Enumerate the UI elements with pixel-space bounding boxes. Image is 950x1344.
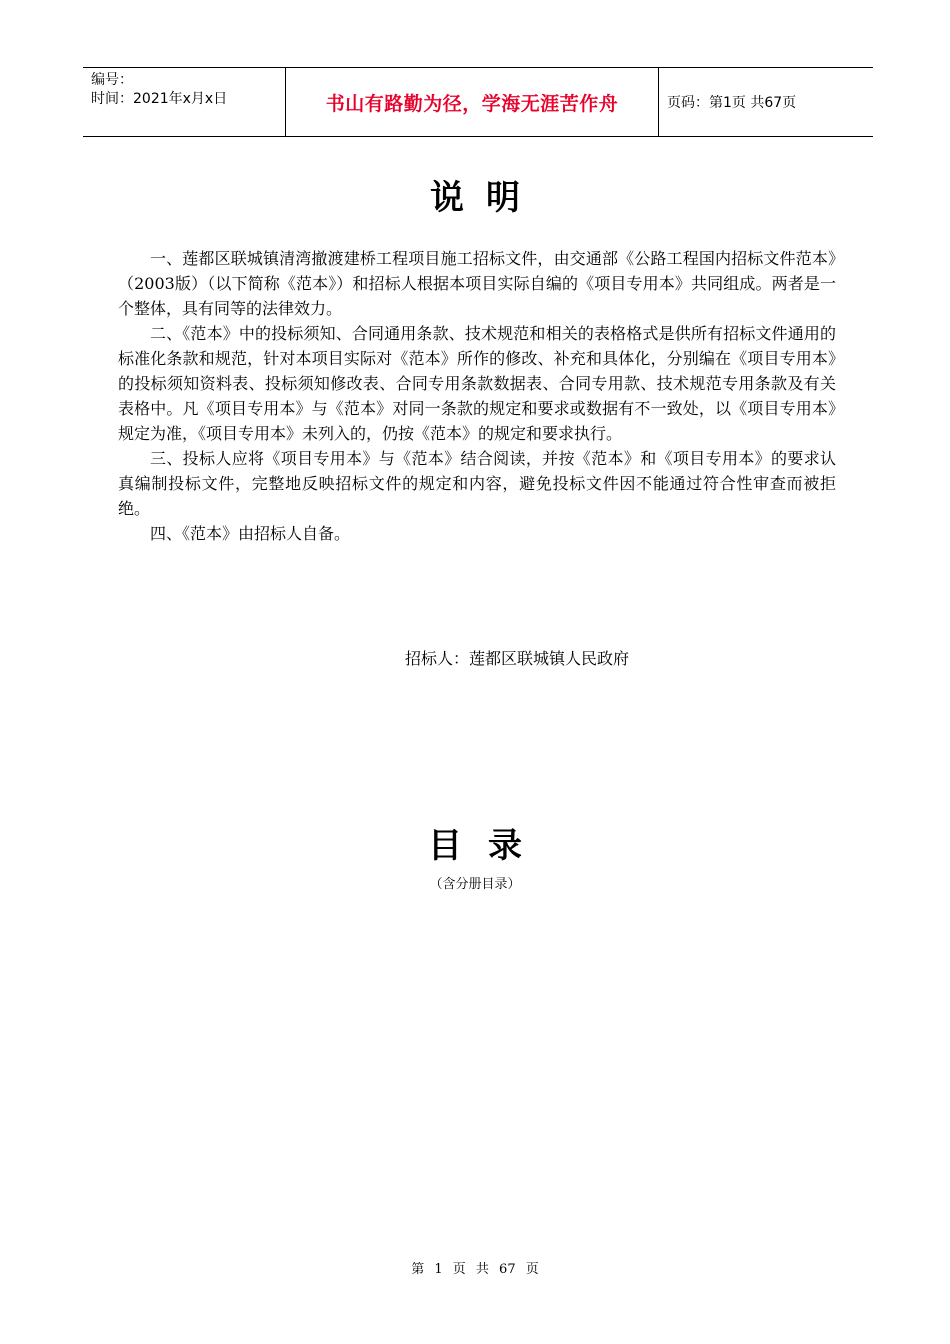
header-meta-cell bbox=[83, 68, 285, 136]
header-table bbox=[83, 67, 873, 137]
header-motto: 书山有路勤为径，学海无涯苦作舟 bbox=[285, 68, 659, 136]
time-label: 时间：2021年x月x日 bbox=[91, 91, 228, 107]
tenderer-signature: 招标人：莲都区联城镇人民政府 bbox=[405, 649, 630, 668]
paragraph-2: 二、《范本》中的投标须知、合同通用条款、技术规范和相关的表格格式是供所有招标文件通用的标准化条款和规范，针对本项目实际对《范本》所作的修改、补充和具体化，分别编在《项目专用本》的投标须知资料表、投标须知修改表、合同专用条款数据表、合同专用款、技术规范专用条款及有关表格中。凡《项目专用本》与《范本》对同一条款的规定和要求或数据有不一致处，以《项目专用本》规定为准，《项目专用本》未列入的，仍按《范本》的规定和要求执行。 bbox=[118, 324, 836, 443]
section-title-explanation: 说明 bbox=[430, 178, 542, 218]
paragraph-4: 四、《范本》由招标人自备。 bbox=[150, 524, 351, 543]
page-footer: 第 1 页 共 67 页 bbox=[411, 1262, 539, 1277]
header-page-info: 页码：第1页 共67页 bbox=[667, 95, 797, 111]
section-title-contents: 目录 bbox=[428, 826, 548, 866]
paragraph-1: 一、莲都区联城镇清湾撤渡建桥工程项目施工招标文件，由交通部《公路工程国内招标文件范本》（2003版）（以下简称《范本》）和招标人根据本项目实际自编的《项目专用本》共同组成。两者是一个整体，具有同等的法律效力。 bbox=[118, 249, 836, 318]
contents-subtitle: （含分册目录） bbox=[429, 877, 521, 892]
paragraph-3: 三、投标人应将《项目专用本》与《范本》结合阅读，并按《范本》和《项目专用本》的要求认真编制投标文件，完整地反映招标文件的规定和内容，避免投标文件因不能通过符合性审查而被拒绝。 bbox=[118, 449, 836, 518]
explanation-body bbox=[118, 246, 836, 546]
number-label: 编号： bbox=[91, 72, 133, 88]
